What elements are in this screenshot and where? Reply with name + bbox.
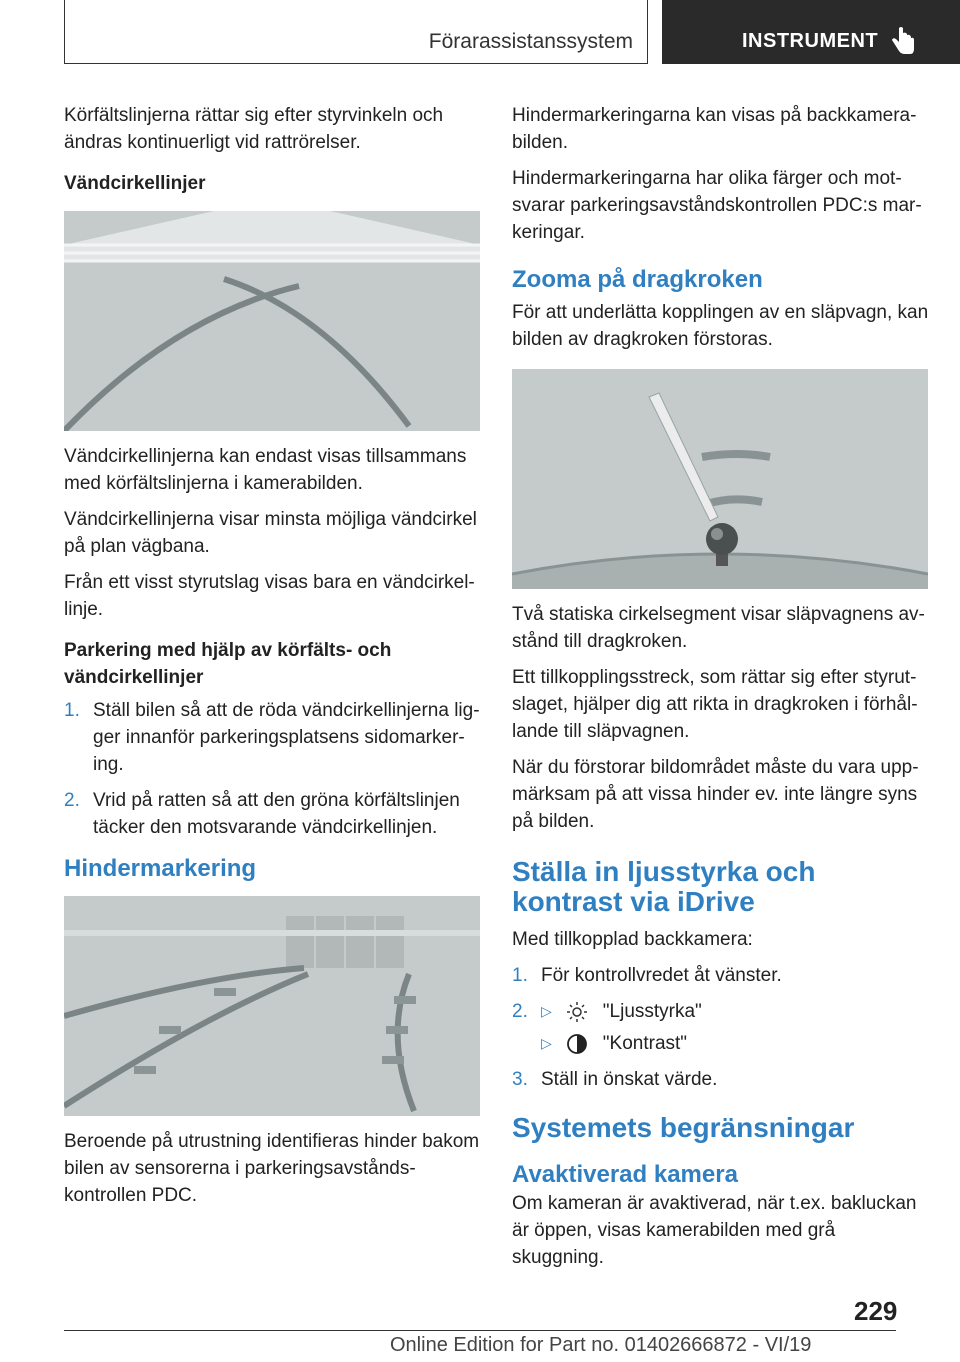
header-section-box [64, 0, 648, 64]
hand-pointing-icon [890, 26, 916, 56]
footer-edition: Online Edition for Part no. 01402666872 - VI/19 [390, 1334, 812, 1356]
paragraph: Beroende på utrustning identifieras hinder bakom bilen av sensorerna i parkeringsavstånds‐kontrollen PDC. [64, 1131, 480, 1206]
contrast-icon [566, 1033, 588, 1055]
list-item [64, 697, 482, 778]
paragraph: Från ett visst styrutslag visas bara en vändcirkel‐linje. [64, 572, 475, 620]
step-text: Vrid på ratten så att den gröna körfältslinjen täcker den motsvarande vändcirkellinjen. [93, 790, 460, 838]
heading-camera-disabled: Avaktiverad kamera [512, 1161, 738, 1188]
footer-divider [64, 1330, 896, 1331]
triangle-bullet-icon: ▷ [541, 1003, 552, 1019]
heading-brightness-contrast: Ställa in ljusstyrka och kontrast via iDrive [512, 856, 816, 917]
paragraph: Om kameran är avaktiverad, när t.ex. bakluckan är öppen, visas kamerabilden med grå skuggning. [512, 1193, 917, 1268]
step-text: Ställ in önskat värde. [541, 1069, 718, 1090]
step-number: 1. [64, 700, 80, 721]
list-item [64, 787, 482, 841]
step-number: 1. [512, 965, 528, 986]
menu-item-label: "Kontrast" [602, 1033, 688, 1054]
triangle-bullet-icon: ▷ [541, 1035, 552, 1051]
list-item [512, 998, 932, 1057]
step-text: Ställ bilen så att de röda vändcirkellinjerna lig‐ger innanför parkeringsplatsens sidomarker‐ing. [93, 700, 480, 775]
paragraph: När du förstorar bildområdet måste du vara upp‐märksam på att vissa hinder ev. inte längre syns på bilden. [512, 757, 919, 832]
menu-item-label: "Ljusstyrka" [602, 1001, 702, 1022]
brightness-steps-list [512, 962, 932, 1093]
paragraph: Körfältslinjerna rättar sig efter styrvinkeln och ändras kontinuerligt vid rattrörelser. [64, 105, 444, 153]
paragraph: Hindermarkeringarna kan visas på backkamera‐bilden. [512, 105, 917, 153]
menu-path-contrast [541, 1030, 932, 1057]
heading-zoom-tow-hitch: Zooma på dragkroken [512, 266, 763, 293]
step-number: 2. [512, 1001, 528, 1022]
heading-obstacle-marking: Hindermarkering [64, 855, 257, 882]
paragraph: Två statiska cirkelsegment visar släpvagnens av‐stånd till dragkroken. [512, 604, 925, 652]
page-number: 229 [854, 1296, 898, 1326]
step-text: För kontrollvredet åt vänster. [541, 965, 782, 986]
heading-parking: Parkering med hjälp av körfälts- och vändcirkellinjer [64, 640, 392, 688]
paragraph: Vändcirkellinjerna kan endast visas tillsammans med körfältslinjerna i kamerabilden. [64, 446, 467, 494]
paragraph: Vändcirkellinjerna visar minsta möjliga vändcirkel på plan vägbana. [64, 509, 477, 557]
figure-turning-circle-lines [64, 211, 480, 431]
brightness-icon [566, 1001, 588, 1023]
paragraph: Hindermarkeringarna har olika färger och mot‐svarar parkeringsavståndskontrollen PDC:s mar‐keringar. [512, 168, 922, 243]
left-column [64, 102, 482, 1218]
heading-system-limits: Systemets begränsningar [512, 1112, 855, 1143]
paragraph: Med tillkopplad backkamera: [512, 929, 753, 950]
right-column [512, 102, 932, 1280]
step-number: 3. [512, 1069, 528, 1090]
step-number: 2. [64, 790, 80, 811]
figure-obstacle-markings [64, 896, 480, 1116]
menu-path-brightness [541, 998, 932, 1025]
paragraph: Ett tillkopplingsstreck, som rättar sig efter styrut‐slaget, hjälper dig att rikta in dragkroken i förhål‐lande till släpvagnen. [512, 667, 918, 742]
header-chapter-title: INSTRUMENT [742, 30, 879, 52]
figure-tow-hitch-zoom [512, 369, 928, 589]
list-item [512, 1066, 932, 1093]
heading-turning-circle: Vändcirkellinjer [64, 173, 206, 194]
paragraph: För att underlätta kopplingen av en släpvagn, kan bilden av dragkroken förstoras. [512, 302, 929, 350]
list-item [512, 962, 932, 989]
header-chapter-box [662, 0, 960, 64]
parking-steps-list [64, 697, 482, 841]
header-section-title: Förarassistanssystem [428, 30, 633, 53]
